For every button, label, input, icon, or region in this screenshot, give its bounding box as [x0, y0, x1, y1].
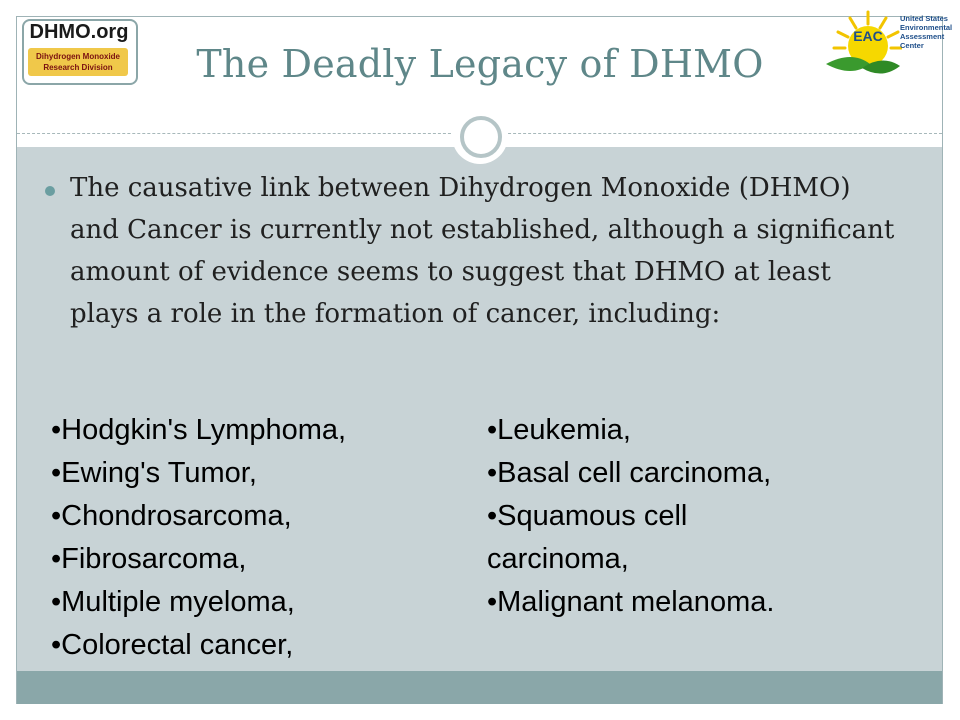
list-item: •Basal cell carcinoma,: [487, 457, 772, 489]
eac-line2: Environmental: [900, 23, 953, 32]
list-item: •Chondrosarcoma,: [51, 500, 292, 532]
list-item: •Multiple myeloma,: [51, 586, 295, 618]
dhmo-logo-line1: Dihydrogen Monoxide: [36, 52, 120, 61]
dhmo-logo-line2: Research Division: [43, 63, 113, 72]
eac-line1: United States: [900, 14, 948, 23]
eac-tagline: [900, 14, 952, 50]
list-item: •Leukemia,: [487, 414, 631, 446]
list-item: •Colorectal cancer,: [51, 629, 294, 661]
eac-initials: EAC: [853, 28, 883, 44]
sun-leaf-icon: [822, 6, 902, 86]
circle-ring-icon: [460, 116, 502, 158]
dhmo-logo-name: DHMO.org: [29, 21, 129, 43]
slide-title: The Deadly Legacy of DHMO: [196, 42, 764, 86]
list-item: •Hodgkin's Lymphoma,: [51, 414, 347, 446]
eac-line4: Center: [900, 41, 924, 50]
list-item: •Ewing's Tumor,: [51, 457, 257, 489]
cancer-list-right: [487, 409, 887, 624]
list-item: •Malignant melanoma.: [487, 586, 775, 618]
list-item: •Fibrosarcoma,: [51, 543, 247, 575]
dhmo-logo: [20, 17, 138, 83]
main-bullet-text: The causative link between Dihydrogen Monoxide (DHMO) and Cancer is currently not established, although a significant amount of evidence seems to suggest that DHMO at least plays a role in the formation of cancer, including:: [70, 173, 895, 329]
cancer-list-left: [51, 409, 346, 667]
list-item: •Squamous cell carcinoma,: [487, 500, 688, 575]
eac-line3: Assessment: [900, 32, 945, 41]
eac-logo: [822, 2, 952, 92]
bullet-dot-icon: [45, 186, 55, 196]
footer-band: [17, 671, 942, 704]
